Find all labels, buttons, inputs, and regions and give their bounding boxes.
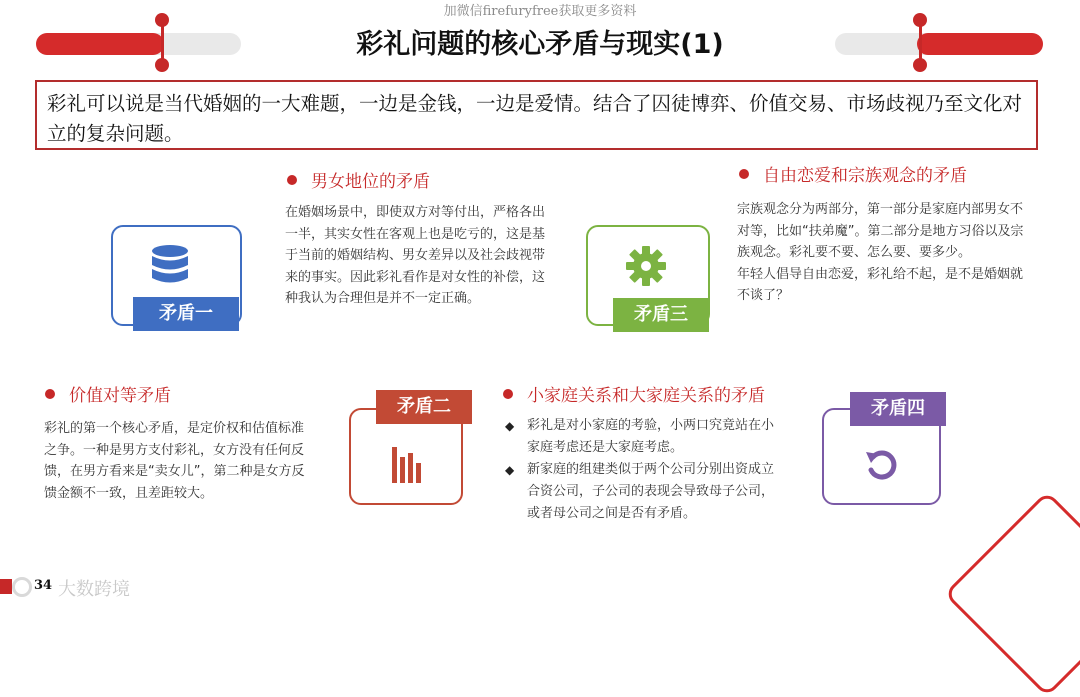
section-freedom-text-1: 宗族观念分为两部分，第一部分是家庭内部男女不对等，比如“扶弟魔”。第二部分是地方习俗以及宗族观念。彩礼要不要、怎么要、要多少。	[737, 202, 1024, 260]
bullet-dot	[739, 169, 749, 179]
gear-icon	[624, 244, 668, 288]
page-number: 34	[34, 578, 53, 593]
list-item: ◆ 新家庭的组建类似于两个公司分别出资成立合资公司，子公司的表现会导致母子公司，或者母公司之间是否有矛盾。	[503, 459, 775, 525]
section-value-title: 价值对等矛盾	[45, 381, 171, 406]
card-conflict-3-label: 矛盾三	[613, 298, 709, 332]
header-peg-right-top	[913, 13, 927, 27]
bar-chart-icon	[390, 443, 424, 485]
section-gender-title: 男女地位的矛盾	[287, 167, 430, 192]
corner-decoration	[944, 491, 1080, 697]
database-icon	[148, 243, 192, 293]
header-bar-left-fill	[36, 33, 164, 55]
section-gender-text: 在婚姻场景中，即使双方对等付出，严格各出一半，其实女性在客观上也是吃亏的，这是基于当前的婚姻结构、男女差异以及社会歧视带来的事实。因此彩礼看作是对女性的补偿，这种我认为合理但是并不一定正确。	[285, 205, 546, 306]
card-conflict-1-label: 矛盾一	[133, 297, 239, 331]
card-conflict-4-label: 矛盾四	[850, 392, 946, 426]
header-peg-left-bottom	[155, 58, 169, 72]
section-freedom-text	[737, 199, 1033, 307]
bullet-dot	[287, 175, 297, 185]
section-value-text: 彩礼的第一个核心矛盾，是定价权和估值标准之争。一种是男方支付彩礼，女方没有任何反馈，在男方看来是“卖女儿”，第二种是女方反馈金额不一致，且差距较大。	[44, 421, 305, 501]
brand-logo-icon	[12, 577, 32, 597]
header-peg-left-top	[155, 13, 169, 27]
section-family-bullets	[503, 415, 775, 525]
diamond-bullet-icon: ◆	[505, 419, 515, 433]
page-title: 彩礼问题的核心矛盾与现实(1)	[356, 29, 724, 60]
bullet-dot	[45, 389, 55, 399]
footer-marker	[0, 579, 12, 594]
list-item: ◆ 彩礼是对小家庭的考验，小两口究竟站在小家庭考虑还是大家庭考虑。	[503, 415, 775, 459]
section-family-title: 小家庭关系和大家庭关系的矛盾	[503, 381, 765, 406]
section-freedom-title: 自由恋爱和宗族观念的矛盾	[739, 161, 967, 186]
bullet-dot	[503, 389, 513, 399]
footer-brand: 大数跨境	[58, 579, 130, 600]
watermark-text: 加微信firefuryfree获取更多资料	[443, 4, 637, 19]
intro-box: 彩礼可以说是当代婚姻的一大难题，一边是金钱，一边是爱情。结合了囚徒博弈、价值交易、市场歧视乃至文化对立的复杂问题。	[35, 80, 1038, 150]
header-peg-right-bottom	[913, 58, 927, 72]
card-conflict-2-label: 矛盾二	[376, 390, 472, 424]
section-freedom-text-2: 年轻人倡导自由恋爱，彩礼给不起，是不是婚姻就不谈了？	[737, 266, 1024, 303]
undo-icon	[863, 446, 901, 484]
diamond-bullet-icon: ◆	[505, 463, 515, 477]
header-bar-right-fill	[917, 33, 1043, 55]
